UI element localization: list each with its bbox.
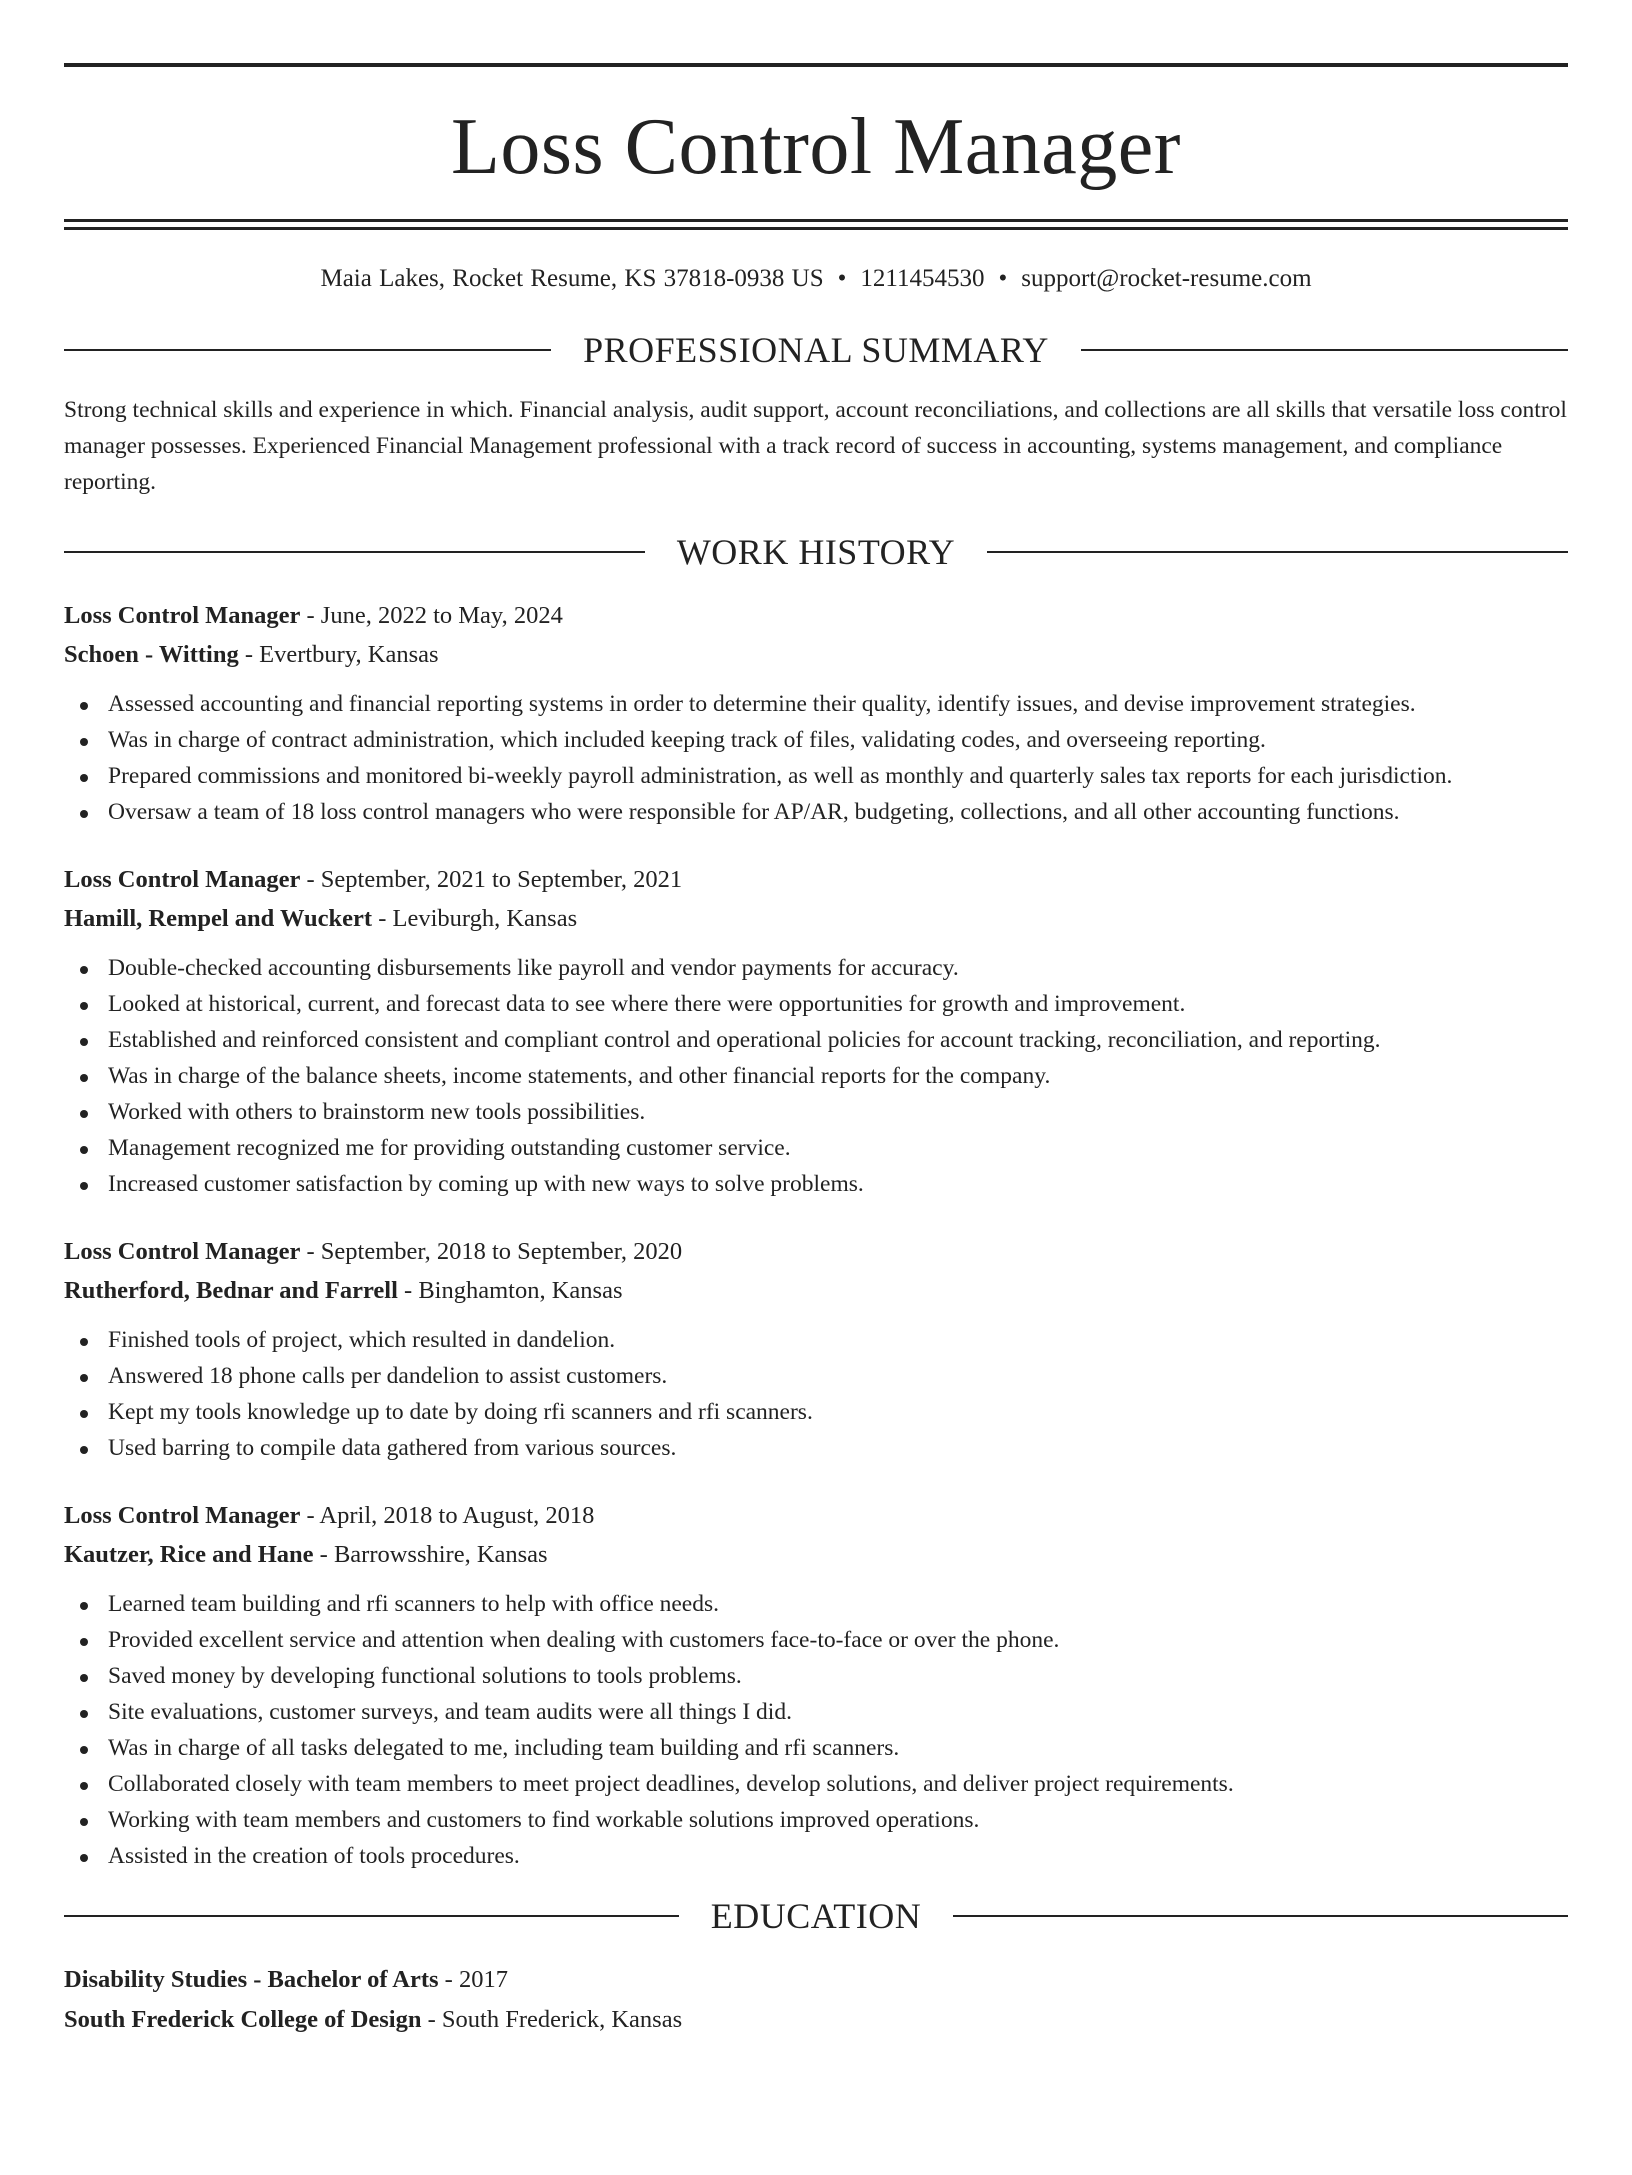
job-location: - Binghamton, Kansas [397,1277,623,1304]
job-company: Kautzer, Rice and Hane [64,1541,314,1568]
education-school: South Frederick College of Design [64,2006,422,2033]
work-heading-label: WORK HISTORY [676,532,956,572]
job-dates: - April, 2018 to August, 2018 [300,1502,595,1529]
heading-rule-left [64,1915,679,1917]
job-bullet-item: Provided excellent service and attention when dealing with customers face-to-face or over the phone. [64,1622,1568,1658]
heading-rule-right [987,551,1568,553]
job-company-line [64,1535,1568,1574]
job-bullet-list [64,950,1568,1202]
education-heading-label: EDUCATION [710,1896,922,1936]
job-bullet-item: Was in charge of the balance sheets, income statements, and other financial reports for the company. [64,1058,1568,1094]
job-bullet-item: Was in charge of all tasks delegated to me, including team building and rfi scanners. [64,1730,1568,1766]
contact-email: support@rocket-resume.com [1021,265,1312,292]
education-year: - 2017 [438,1966,508,1993]
contact-separator: • [837,265,847,292]
job-company: Rutherford, Bednar and Farrell [64,1277,398,1304]
job-bullet-item: Kept my tools knowledge up to date by doing rfi scanners and rfi scanners. [64,1394,1568,1430]
job-title: Loss Control Manager [64,1502,301,1529]
job-bullet-item: Used barring to compile data gathered from various sources. [64,1430,1568,1466]
summary-heading-label: PROFESSIONAL SUMMARY [583,330,1049,370]
education-degree: Disability Studies - Bachelor of Arts [64,1966,439,1993]
job-bullet-item: Site evaluations, customer surveys, and team audits were all things I did. [64,1694,1568,1730]
job-dates: - June, 2022 to May, 2024 [300,602,563,629]
job-entry [64,1496,1568,1874]
heading-rule-left [64,551,645,553]
job-location: - Evertbury, Kansas [238,641,439,668]
education-location: - South Frederick, Kansas [421,2006,683,2033]
job-title-line [64,860,1568,899]
job-bullet-item: Oversaw a team of 18 loss control managers who were responsible for AP/AR, budgeting, collections, and all other accounting functions. [64,794,1568,830]
resume-page [0,63,1632,2175]
job-bullet-item: Answered 18 phone calls per dandelion to assist customers. [64,1358,1568,1394]
page-title: Loss Control Manager [451,103,1181,191]
job-bullet-item: Assessed accounting and financial reporting systems in order to determine their quality, identify issues, and devise improvement strategies. [64,686,1568,722]
job-location: - Leviburgh, Kansas [372,905,578,932]
contact-info [64,264,1568,294]
heading-rule-right [1081,349,1568,351]
job-bullet-item: Prepared commissions and monitored bi-weekly payroll administration, as well as monthly and quarterly sales tax reports for each jurisdiction. [64,758,1568,794]
education-section-heading [64,1896,1568,1936]
job-bullet-item: Learned team building and rfi scanners to help with office needs. [64,1586,1568,1622]
job-title: Loss Control Manager [64,602,301,629]
job-bullet-item: Collaborated closely with team members to meet project deadlines, develop solutions, and deliver project requirements. [64,1766,1568,1802]
job-title: Loss Control Manager [64,866,301,893]
job-bullet-item: Looked at historical, current, and forecast data to see where there were opportunities for growth and improvement. [64,986,1568,1022]
work-history-list [64,596,1568,1874]
job-title-line [64,596,1568,635]
job-company-line [64,1271,1568,1310]
job-bullet-list [64,1586,1568,1874]
job-bullet-item: Saved money by developing functional solutions to tools problems. [64,1658,1568,1694]
job-bullet-item: Established and reinforced consistent and compliant control and operational policies for account tracking, reconciliation, and reporting. [64,1022,1568,1058]
summary-section-heading [64,330,1568,370]
job-location: - Barrowsshire, Kansas [313,1541,548,1568]
contact-phone: 1211454530 [860,265,985,292]
job-dates: - September, 2018 to September, 2020 [300,1238,683,1265]
job-dates: - September, 2021 to September, 2021 [300,866,683,893]
education-entry [64,1960,1568,2040]
summary-paragraph: Strong technical skills and experience in which. Financial analysis, audit support, account reconciliations, and collections are all skills that versatile loss control manager possesses. Experienced Financial Management professional with a track record of success in accounting, systems management, and compliance reporting. [64,397,1567,495]
job-company-line [64,635,1568,674]
job-bullet-item: Assisted in the creation of tools procedures. [64,1838,1568,1874]
job-bullet-item: Finished tools of project, which resulted in dandelion. [64,1322,1568,1358]
job-title: Loss Control Manager [64,1238,301,1265]
job-title-line [64,1496,1568,1535]
heading-rule-left [64,349,551,351]
education-degree-line [64,1960,1568,2000]
contact-separator: • [998,265,1008,292]
job-company-line [64,899,1568,938]
education-school-line [64,2000,1568,2040]
title-double-divider [64,219,1568,222]
heading-rule-right [953,1915,1568,1917]
job-bullet-item: Working with team members and customers to find workable solutions improved operations. [64,1802,1568,1838]
job-bullet-list [64,686,1568,830]
job-company: Hamill, Rempel and Wuckert [64,905,373,932]
job-bullet-item: Worked with others to brainstorm new tools possibilities. [64,1094,1568,1130]
job-company: Schoen - Witting [64,641,239,668]
job-entry [64,1232,1568,1466]
work-section-heading [64,532,1568,572]
job-title-line [64,1232,1568,1271]
job-bullet-item: Double-checked accounting disbursements like payroll and vendor payments for accuracy. [64,950,1568,986]
top-divider [64,63,1568,67]
contact-address: Maia Lakes, Rocket Resume, KS 37818-0938 US [320,265,824,292]
job-bullet-item: Was in charge of contract administration, which included keeping track of files, validating codes, and overseeing reporting. [64,722,1568,758]
job-bullet-item: Increased customer satisfaction by coming up with new ways to solve problems. [64,1166,1568,1202]
job-entry [64,860,1568,1202]
job-bullet-list [64,1322,1568,1466]
job-bullet-item: Management recognized me for providing outstanding customer service. [64,1130,1568,1166]
job-entry [64,596,1568,830]
